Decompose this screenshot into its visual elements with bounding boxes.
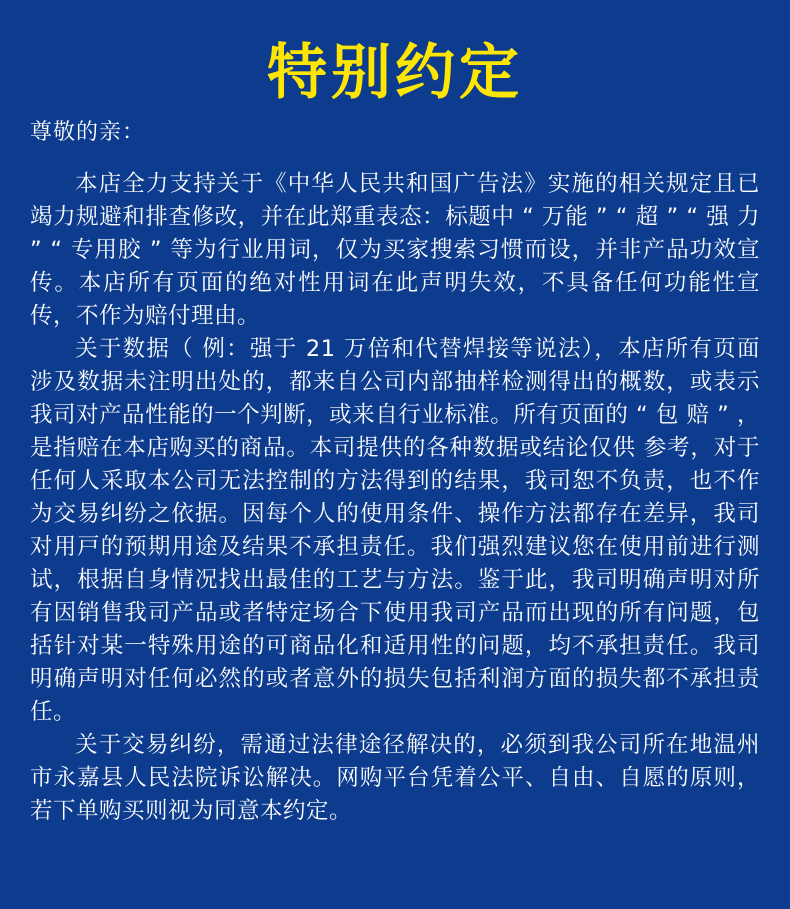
greeting-text: 尊敬的亲： (30, 120, 146, 145)
page-title: 特别约定 (267, 38, 523, 108)
paragraph-advertising-law: 本店全力支持关于《中华人民共和国广告法》实施的相关规定且已竭力规避和排查修改，并在此郑重表态：标题中 “ 万能 ” “ 超 ” “ 强 力 ” “ 专用胶 ” 等为行业用词，仅为买家搜索习惯而设，并非产品功效宣传。本店所有页面的绝对性用词在此声明失效，不具备任何功能性宣传，不作为赔付理由。 (30, 171, 760, 329)
paragraph-dispute-resolution: 关于交易纠纷，需通过法律途径解决的，必须到我公司所在地温州市永嘉县人民法院诉讼解决。网购平台凭着公平、自由、自愿的原则，若下单购买则视为同意本约定。 (30, 732, 760, 824)
notice-body (30, 168, 760, 828)
paragraph-data-disclaimer: 关于数据（ 例：强于 21 万倍和代替焊接等说法），本店所有页面涉及数据未注明出处的，都来自公司内部抽样检测得出的概数，或表示我司对产品性能的一个判断，或来自行业标准。所有页面的 “ 包 赔 ” ，是指赔在本店购买的商品。本司提供的各种数据或结论仅供 参考，对于任何人采取本公司无法控制的方法得到的结果，我司恕不负责，也不作为交易纠纷之依据。因每个人的使用条件、操作方法都存在差异，我司对用戸的预期用途及结果不承担责任。我们强烈建议您在使用前进行测试，根据自身情况找出最佳的工艺与方法。鉴于此，我司明确声明对所有因销售我司产品或者特定场合下使用我司产品而出现的所有问题，包括针对某一特殊用途的可商品化和适用性的问题，均不承担责任。我司明确声明对任何必然的或者意外的损失包括利润方面的损失都不承担责任。 (30, 336, 760, 725)
